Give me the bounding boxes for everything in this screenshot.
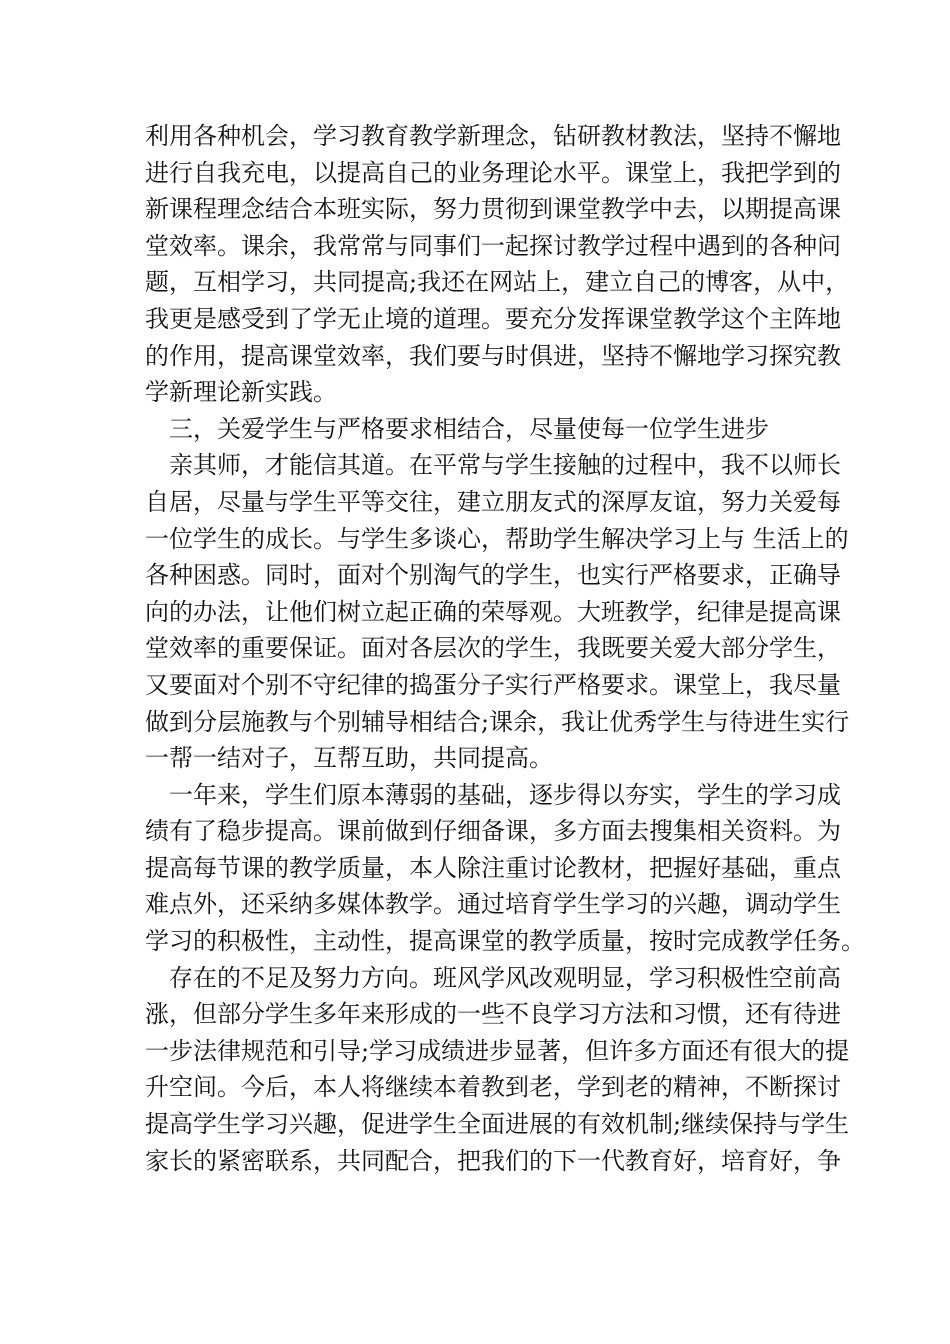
paragraph-p1 bbox=[145, 118, 850, 411]
text-line: 存在的不足及努力方向。班风学风改观明显，学习积极性空前高 bbox=[169, 963, 841, 992]
text-line: 题，互相学习，共同提高;我还在网站上，建立自己的博客，从中， bbox=[145, 268, 850, 297]
text-line: 新课程理念结合本班实际，努力贯彻到课堂教学中去，以期提高课 bbox=[145, 195, 841, 224]
text-line: 做到分层施教与个别辅导相结合;课余，我让优秀学生与待进生实行 bbox=[145, 707, 850, 736]
text-line: 进行自我充电，以提高自己的业务理论水平。课堂上，我把学到的 bbox=[145, 158, 841, 187]
text-line: 各种困惑。同时，面对个别淘气的学生，也实行严格要求，正确导 bbox=[145, 561, 841, 590]
text-line: 提高学生学习兴趣，促进学生全面进展的有效机制;继续保持与学生 bbox=[145, 1110, 850, 1139]
text-line: 家长的紧密联系，共同配合，把我们的下一代教育好，培育好，争 bbox=[145, 1146, 841, 1175]
text-line: 堂效率的重要保证。面对各层次的学生，我既要关爱大部分学生， bbox=[145, 634, 841, 663]
text-line: 学习的积极性，主动性，提高课堂的教学质量，按时完成教学任务。 bbox=[145, 927, 865, 956]
text-line: 的作用，提高课堂效率，我们要与时俱进，坚持不懈地学习探究教 bbox=[145, 341, 841, 370]
text-line: 向的办法，让他们树立起正确的荣辱观。大班教学，纪律是提高课 bbox=[145, 597, 841, 626]
paragraph-p2 bbox=[145, 411, 810, 448]
text-line: 提高每节课的教学质量，本人除注重讨论教材，把握好基础，重点 bbox=[145, 853, 841, 882]
text-line: 一步法律规范和引导;学习成绩进步显著，但许多方面还有很大的提 bbox=[145, 1036, 850, 1065]
text-line: 一位学生的成长。与学生多谈心，帮助学生解决学习上与 生活上的 bbox=[145, 524, 849, 553]
text-line: 涨，但部分学生多年来形成的一些不良学习方法和习惯，还有待进 bbox=[145, 1000, 841, 1029]
text-line: 堂效率。课余，我常常与同事们一起探讨教学过程中遇到的各种问 bbox=[145, 231, 841, 260]
text-line: 利用各种机会，学习教育教学新理念，钻研教材教法，坚持不懈地 bbox=[145, 122, 841, 150]
paragraph-p3 bbox=[145, 447, 850, 776]
text-line: 亲其师，才能信其道。在平常与学生接触的过程中，我不以师长 bbox=[169, 451, 841, 480]
text-line: 一年来，学生们原本薄弱的基础，逐步得以夯实，学生的学习成 bbox=[169, 780, 841, 809]
document-body bbox=[145, 118, 865, 1179]
text-line: 升空间。今后，本人将继续本着教到老，学到老的精神，不断探讨 bbox=[145, 1073, 841, 1102]
text-line: 我更是感受到了学无止境的道理。要充分发挥课堂教学这个主阵地 bbox=[145, 304, 841, 333]
text-line: 三，关爱学生与严格要求相结合，尽量使每一位学生进步 bbox=[169, 414, 769, 443]
text-line: 自居，尽量与学生平等交往，建立朋友式的深厚友谊，努力关爱每 bbox=[145, 487, 841, 516]
text-line: 一帮一结对子，互帮互助，共同提高。 bbox=[145, 744, 553, 773]
text-line: 又要面对个别不守纪律的捣蛋分子实行严格要求。课堂上，我尽量 bbox=[145, 670, 841, 699]
paragraph-p4 bbox=[145, 777, 865, 960]
text-line: 学新理论新实践。 bbox=[145, 378, 337, 407]
text-line: 难点外，还采纳多媒体教学。通过培育学生学习的兴趣，调动学生 bbox=[145, 890, 841, 919]
paragraph-p5 bbox=[145, 960, 850, 1180]
text-line: 绩有了稳步提高。课前做到仔细备课，多方面去搜集相关资料。为 bbox=[145, 817, 841, 846]
